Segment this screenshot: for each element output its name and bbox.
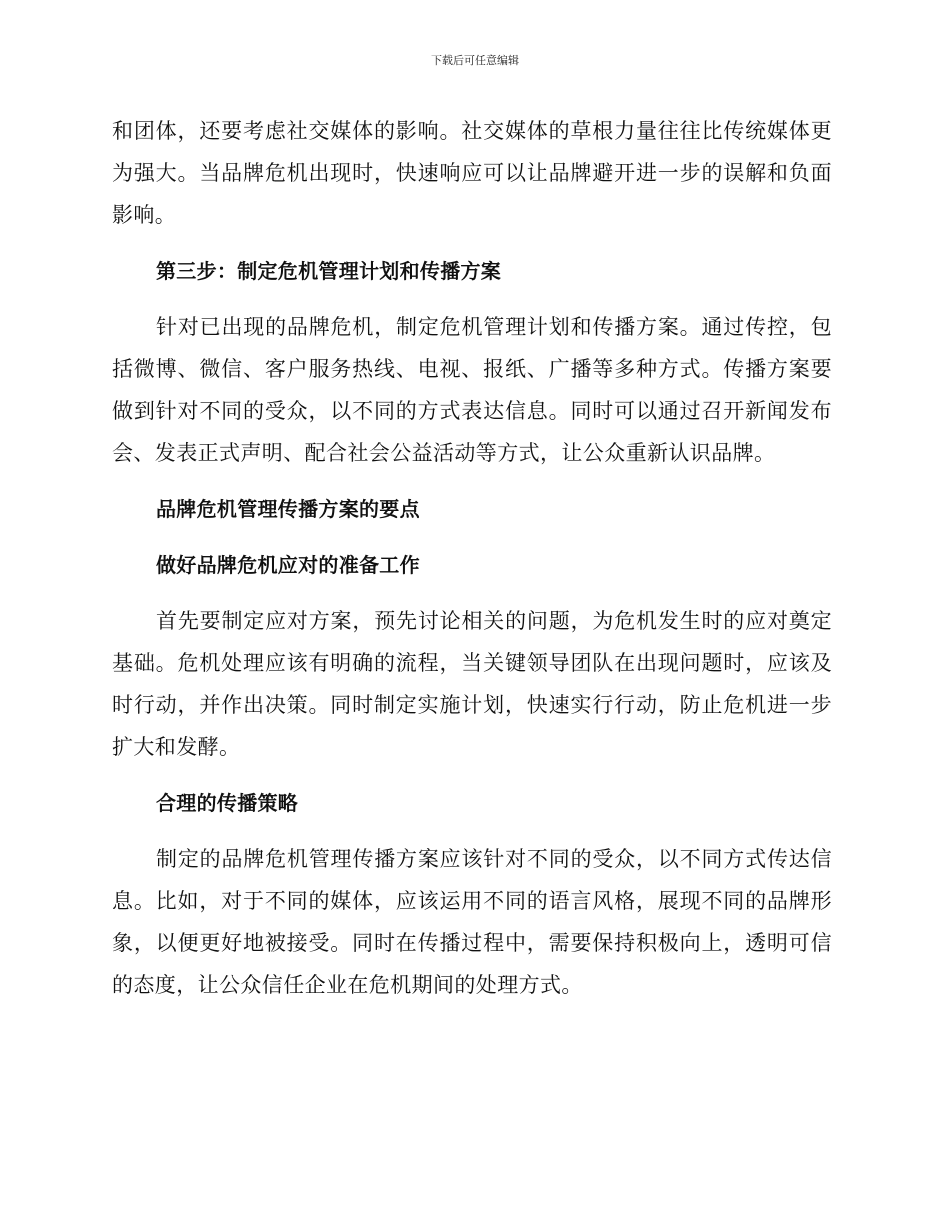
heading-step-three: 第三步：制定危机管理计划和传播方案 [156, 259, 502, 283]
heading-preparation: 做好品牌危机应对的准备工作 [156, 553, 420, 577]
heading-strategy: 合理的传播策略 [156, 791, 299, 815]
spacer [112, 236, 832, 250]
paragraph-social-media: 和团体，还要考虑社交媒体的影响。社交媒体的草根力量往往比传统媒体更为强大。当品牌危机出现时，快速响应可以让品牌避开进一步的误解和负面影响。 [112, 119, 832, 227]
spacer [112, 586, 832, 600]
heading-key-points: 品牌危机管理传播方案的要点 [156, 497, 420, 521]
document-body [112, 110, 832, 1006]
spacer [112, 824, 832, 838]
spacer [112, 530, 832, 544]
paragraph-crisis-plan: 针对已出现的品牌危机，制定危机管理计划和传播方案。通过传控，包括微博、微信、客户服务热线、电视、报纸、广播等多种方式。传播方案要做到针对不同的受众，以不同的方式表达信息。同时可以通过召开新闻发布会、发表正式声明、配合社会公益活动等方式，让公众重新认识品牌。 [112, 315, 832, 465]
paragraph-strategy: 制定的品牌危机管理传播方案应该针对不同的受众，以不同方式传达信息。比如，对于不同的媒体，应该运用不同的语言风格，展现不同的品牌形象，以便更好地被接受。同时在传播过程中，需要保持积极向上，透明可信的态度，让公众信任企业在危机期间的处理方式。 [112, 847, 832, 997]
paragraph-preparation: 首先要制定应对方案，预先讨论相关的问题，为危机发生时的应对奠定基础。危机处理应该有明确的流程，当关键领导团队在出现问题时，应该及时行动，并作出决策。同时制定实施计划，快速实行行动，防止危机进一步扩大和发酵。 [112, 609, 832, 759]
spacer [112, 474, 832, 488]
page-header: 下载后可任意编辑 [431, 54, 519, 67]
spacer [112, 292, 832, 306]
spacer [112, 768, 832, 782]
